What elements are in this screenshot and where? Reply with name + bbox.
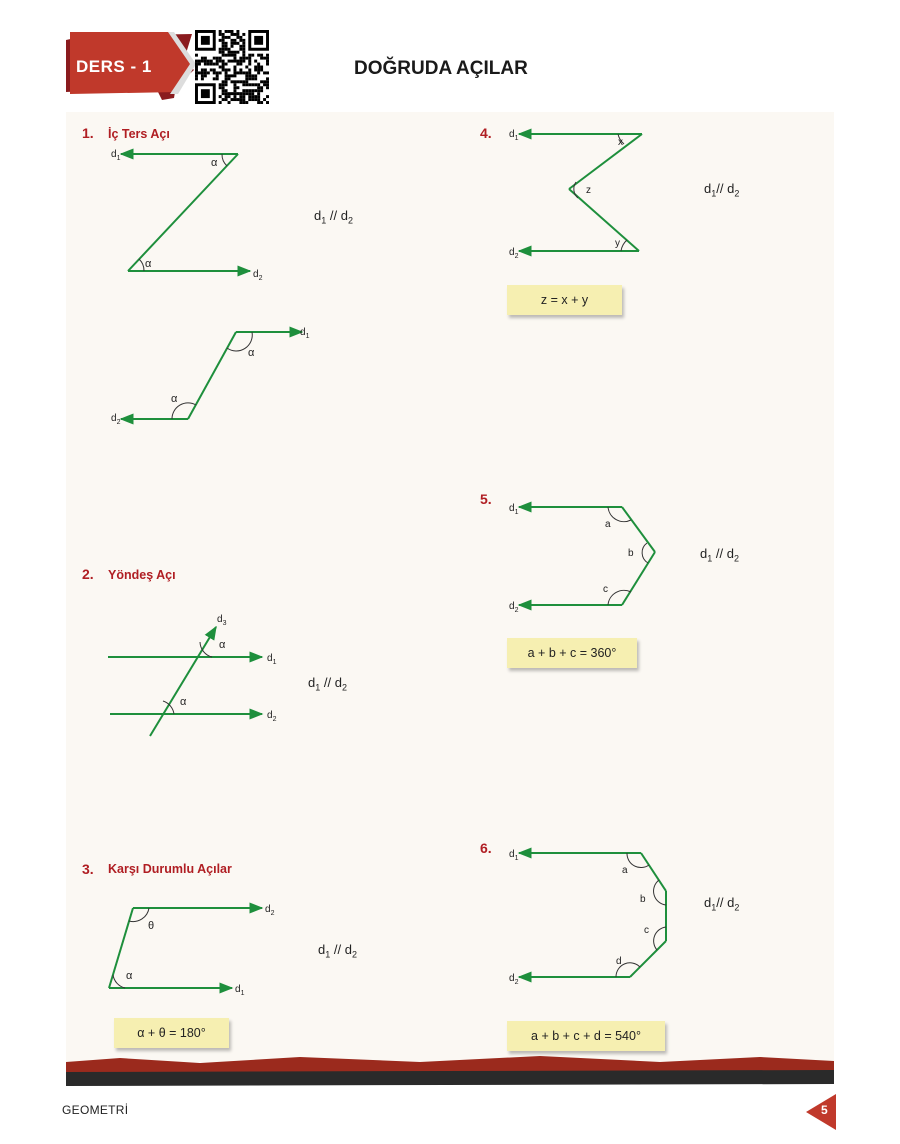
section-3-result: α + θ = 180° (114, 1018, 229, 1048)
label-alpha: α (211, 157, 218, 169)
label-alpha: α (145, 258, 152, 270)
label-a: a (622, 865, 628, 876)
label-d2: $d_2$ (509, 973, 519, 986)
figure-1a (121, 154, 250, 271)
section-4-relation: $d_1//$ $d_2$ (704, 181, 740, 199)
label-d1: $d_1$ (509, 129, 519, 142)
figure-2 (108, 627, 262, 736)
label-alpha: α (126, 970, 133, 982)
bottom-band (66, 1056, 834, 1086)
figure-5 (519, 507, 655, 605)
label-d1: $d_1$ (267, 653, 277, 666)
section-1-relation: $d_1 // d_2$ (314, 208, 353, 226)
label-d1: $d_1$ (509, 503, 519, 516)
label-c: c (603, 584, 608, 595)
label-d: d (616, 956, 622, 967)
label-y: y (615, 238, 620, 249)
label-c: c (644, 925, 649, 936)
label-alpha: α (180, 696, 187, 708)
section-6-result: a + b + c + d = 540° (507, 1021, 665, 1051)
section-4-number: 4. (480, 125, 492, 141)
section-2-title: Yöndeş Açı (108, 568, 176, 582)
figure-4 (519, 134, 642, 251)
label-a: a (605, 519, 611, 530)
section-1-title: İç Ters Açı (108, 127, 170, 141)
section-6-relation: $d_1//$ $d_2$ (704, 895, 740, 913)
label-alpha: α (219, 639, 226, 651)
label-d1: $d_1$ (300, 327, 310, 340)
label-z: z (586, 185, 591, 196)
section-3-title: Karşı Durumlu Açılar (108, 862, 232, 876)
page-number: 5 (821, 1103, 828, 1117)
label-d1: $d_1$ (235, 984, 245, 997)
label-d3: $d_3$ (217, 614, 227, 627)
section-3-relation: $d_1 // d_2$ (318, 942, 357, 960)
label-d2: $d_2$ (265, 904, 275, 917)
section-5-result: a + b + c = 360° (507, 638, 637, 668)
label-d1: $d_1$ (111, 149, 121, 162)
label-d2: $d_2$ (253, 269, 263, 282)
label-alpha: α (248, 347, 255, 359)
section-2-relation: $d_1 // d_2$ (308, 675, 347, 693)
section-5-relation: $d_1 // d_2$ (700, 546, 739, 564)
label-d2: $d_2$ (509, 601, 519, 614)
label-d2: $d_2$ (267, 710, 277, 723)
section-5-number: 5. (480, 491, 492, 507)
figure-6 (519, 853, 666, 977)
angle-arcs (113, 134, 666, 988)
label-b: b (640, 894, 646, 905)
section-3-number: 3. (82, 861, 94, 877)
figure-labels (111, 129, 649, 997)
section-4-result: z = x + y (507, 285, 622, 315)
section-1-number: 1. (82, 125, 94, 141)
lesson-label: DERS - 1 (76, 57, 152, 76)
label-x: x (618, 137, 623, 148)
label-alpha: α (171, 393, 178, 405)
label-theta: θ (148, 920, 155, 932)
figure-1b (121, 332, 302, 419)
label-d2: $d_2$ (111, 413, 121, 426)
label-d1: $d_1$ (509, 849, 519, 862)
footer-subject: GEOMETRİ (62, 1103, 129, 1117)
label-d2: $d_2$ (509, 247, 519, 260)
label-b: b (628, 548, 634, 559)
page-title: DOĞRUDA AÇILAR (354, 58, 528, 79)
section-2-number: 2. (82, 566, 94, 582)
section-6-number: 6. (480, 840, 492, 856)
